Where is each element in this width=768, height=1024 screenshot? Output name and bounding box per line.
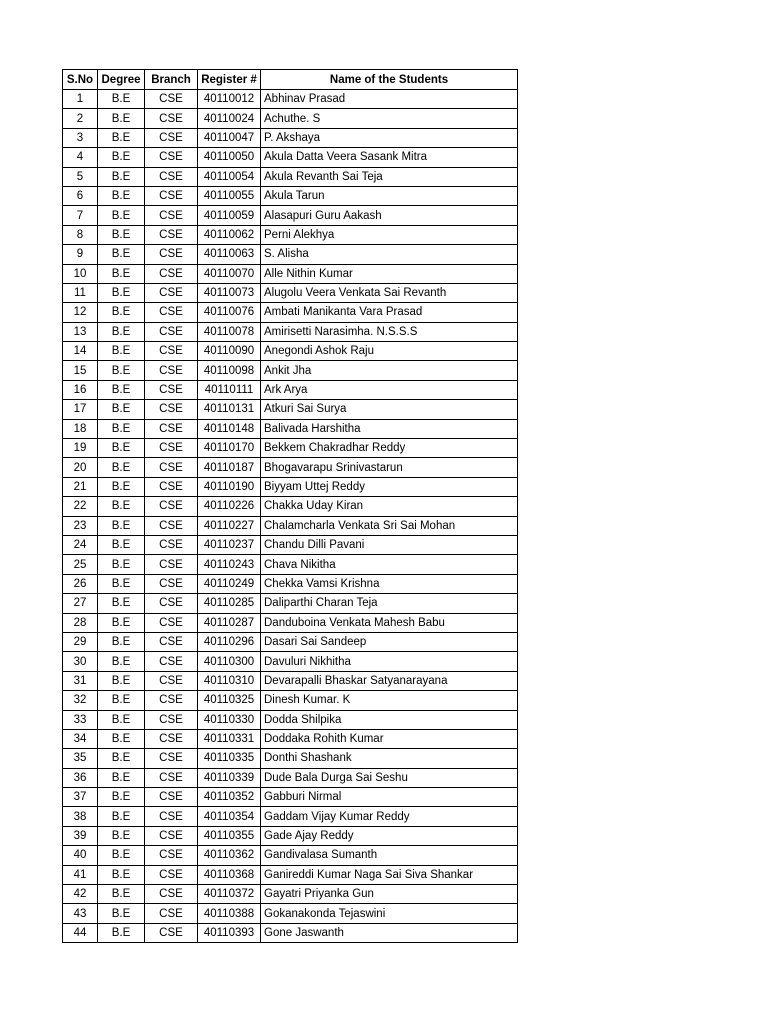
cell-register: 40110012 — [198, 90, 261, 109]
cell-branch: CSE — [145, 342, 198, 361]
cell-branch: CSE — [145, 186, 198, 205]
cell-branch: CSE — [145, 303, 198, 322]
student-list-table — [62, 69, 518, 943]
cell-branch: CSE — [145, 477, 198, 496]
table-row — [63, 128, 518, 147]
cell-name: Akula Datta Veera Sasank Mitra — [261, 148, 518, 167]
cell-sno: 3 — [63, 128, 98, 147]
table-row — [63, 768, 518, 787]
cell-branch: CSE — [145, 128, 198, 147]
cell-degree: B.E — [98, 400, 145, 419]
header-name: Name of the Students — [261, 70, 518, 90]
cell-register: 40110078 — [198, 322, 261, 341]
cell-sno: 20 — [63, 458, 98, 477]
cell-register: 40110243 — [198, 555, 261, 574]
cell-branch: CSE — [145, 729, 198, 748]
cell-register: 40110331 — [198, 729, 261, 748]
cell-register: 40110287 — [198, 613, 261, 632]
table-row — [63, 671, 518, 690]
table-row — [63, 361, 518, 380]
cell-name: Akula Tarun — [261, 186, 518, 205]
cell-name: Alugolu Veera Venkata Sai Revanth — [261, 283, 518, 302]
cell-sno: 27 — [63, 594, 98, 613]
cell-name: Gandivalasa Sumanth — [261, 846, 518, 865]
cell-sno: 43 — [63, 904, 98, 923]
cell-degree: B.E — [98, 90, 145, 109]
cell-degree: B.E — [98, 788, 145, 807]
cell-degree: B.E — [98, 380, 145, 399]
cell-sno: 33 — [63, 710, 98, 729]
cell-name: Chekka Vamsi Krishna — [261, 574, 518, 593]
cell-register: 40110372 — [198, 885, 261, 904]
cell-register: 40110335 — [198, 749, 261, 768]
cell-register: 40110062 — [198, 225, 261, 244]
cell-sno: 18 — [63, 419, 98, 438]
header-register: Register # — [198, 70, 261, 90]
cell-sno: 19 — [63, 439, 98, 458]
cell-register: 40110070 — [198, 264, 261, 283]
table-row — [63, 148, 518, 167]
cell-branch: CSE — [145, 749, 198, 768]
cell-name: Doddaka Rohith Kumar — [261, 729, 518, 748]
cell-sno: 21 — [63, 477, 98, 496]
table-row — [63, 477, 518, 496]
cell-sno: 6 — [63, 186, 98, 205]
cell-branch: CSE — [145, 458, 198, 477]
cell-branch: CSE — [145, 632, 198, 651]
cell-degree: B.E — [98, 671, 145, 690]
table-row — [63, 186, 518, 205]
cell-degree: B.E — [98, 283, 145, 302]
cell-degree: B.E — [98, 186, 145, 205]
cell-branch: CSE — [145, 691, 198, 710]
table-row — [63, 865, 518, 884]
cell-register: 40110352 — [198, 788, 261, 807]
cell-name: Amirisetti Narasimha. N.S.S.S — [261, 322, 518, 341]
table-row — [63, 826, 518, 845]
cell-register: 40110073 — [198, 283, 261, 302]
cell-sno: 24 — [63, 535, 98, 554]
cell-degree: B.E — [98, 768, 145, 787]
cell-degree: B.E — [98, 574, 145, 593]
cell-name: Atkuri Sai Surya — [261, 400, 518, 419]
cell-degree: B.E — [98, 807, 145, 826]
cell-sno: 15 — [63, 361, 98, 380]
cell-sno: 35 — [63, 749, 98, 768]
cell-branch: CSE — [145, 245, 198, 264]
cell-register: 40110249 — [198, 574, 261, 593]
table-row — [63, 109, 518, 128]
cell-name: Perni Alekhya — [261, 225, 518, 244]
cell-degree: B.E — [98, 594, 145, 613]
cell-branch: CSE — [145, 846, 198, 865]
cell-branch: CSE — [145, 400, 198, 419]
table-row — [63, 613, 518, 632]
cell-name: Gaddam Vijay Kumar Reddy — [261, 807, 518, 826]
cell-sno: 34 — [63, 729, 98, 748]
cell-degree: B.E — [98, 691, 145, 710]
cell-name: Akula Revanth Sai Teja — [261, 167, 518, 186]
cell-register: 40110063 — [198, 245, 261, 264]
cell-sno: 22 — [63, 497, 98, 516]
cell-name: Bhogavarapu Srinivastarun — [261, 458, 518, 477]
cell-sno: 1 — [63, 90, 98, 109]
cell-sno: 38 — [63, 807, 98, 826]
cell-sno: 16 — [63, 380, 98, 399]
cell-sno: 29 — [63, 632, 98, 651]
table-row — [63, 206, 518, 225]
cell-branch: CSE — [145, 923, 198, 942]
table-row — [63, 90, 518, 109]
cell-register: 40110339 — [198, 768, 261, 787]
table-row — [63, 710, 518, 729]
cell-branch: CSE — [145, 322, 198, 341]
table-row — [63, 283, 518, 302]
table-row — [63, 400, 518, 419]
cell-register: 40110076 — [198, 303, 261, 322]
table-row — [63, 885, 518, 904]
cell-sno: 44 — [63, 923, 98, 942]
cell-degree: B.E — [98, 264, 145, 283]
cell-name: Ganireddi Kumar Naga Sai Siva Shankar — [261, 865, 518, 884]
cell-degree: B.E — [98, 477, 145, 496]
cell-register: 40110170 — [198, 439, 261, 458]
cell-register: 40110296 — [198, 632, 261, 651]
cell-degree: B.E — [98, 516, 145, 535]
table-row — [63, 516, 518, 535]
cell-name: Ankit Jha — [261, 361, 518, 380]
cell-name: Gayatri Priyanka Gun — [261, 885, 518, 904]
cell-degree: B.E — [98, 322, 145, 341]
cell-register: 40110050 — [198, 148, 261, 167]
header-sno: S.No — [63, 70, 98, 90]
cell-branch: CSE — [145, 788, 198, 807]
cell-branch: CSE — [145, 283, 198, 302]
cell-sno: 17 — [63, 400, 98, 419]
cell-name: Donthi Shashank — [261, 749, 518, 768]
cell-name: Danduboina Venkata Mahesh Babu — [261, 613, 518, 632]
cell-branch: CSE — [145, 264, 198, 283]
cell-sno: 36 — [63, 768, 98, 787]
cell-register: 40110355 — [198, 826, 261, 845]
cell-branch: CSE — [145, 574, 198, 593]
cell-branch: CSE — [145, 361, 198, 380]
cell-register: 40110190 — [198, 477, 261, 496]
table-row — [63, 497, 518, 516]
cell-branch: CSE — [145, 710, 198, 729]
table-row — [63, 225, 518, 244]
cell-sno: 13 — [63, 322, 98, 341]
cell-name: Gade Ajay Reddy — [261, 826, 518, 845]
cell-degree: B.E — [98, 439, 145, 458]
table-row — [63, 419, 518, 438]
cell-sno: 23 — [63, 516, 98, 535]
cell-degree: B.E — [98, 885, 145, 904]
cell-sno: 14 — [63, 342, 98, 361]
cell-register: 40110354 — [198, 807, 261, 826]
cell-register: 40110393 — [198, 923, 261, 942]
cell-degree: B.E — [98, 148, 145, 167]
cell-register: 40110024 — [198, 109, 261, 128]
cell-sno: 41 — [63, 865, 98, 884]
cell-sno: 40 — [63, 846, 98, 865]
cell-branch: CSE — [145, 904, 198, 923]
cell-degree: B.E — [98, 419, 145, 438]
table-row — [63, 264, 518, 283]
cell-degree: B.E — [98, 303, 145, 322]
cell-branch: CSE — [145, 225, 198, 244]
cell-degree: B.E — [98, 865, 145, 884]
cell-branch: CSE — [145, 555, 198, 574]
cell-branch: CSE — [145, 768, 198, 787]
cell-register: 40110059 — [198, 206, 261, 225]
cell-sno: 10 — [63, 264, 98, 283]
cell-sno: 8 — [63, 225, 98, 244]
table-row — [63, 439, 518, 458]
cell-degree: B.E — [98, 555, 145, 574]
cell-degree: B.E — [98, 167, 145, 186]
table-row — [63, 574, 518, 593]
cell-register: 40110090 — [198, 342, 261, 361]
cell-branch: CSE — [145, 865, 198, 884]
cell-register: 40110131 — [198, 400, 261, 419]
cell-sno: 42 — [63, 885, 98, 904]
cell-name: P. Akshaya — [261, 128, 518, 147]
cell-branch: CSE — [145, 671, 198, 690]
cell-degree: B.E — [98, 729, 145, 748]
cell-sno: 37 — [63, 788, 98, 807]
cell-register: 40110226 — [198, 497, 261, 516]
cell-branch: CSE — [145, 885, 198, 904]
cell-degree: B.E — [98, 846, 145, 865]
table-row — [63, 322, 518, 341]
cell-register: 40110227 — [198, 516, 261, 535]
table-row — [63, 904, 518, 923]
table-row — [63, 846, 518, 865]
header-degree: Degree — [98, 70, 145, 90]
cell-name: Abhinav Prasad — [261, 90, 518, 109]
cell-degree: B.E — [98, 749, 145, 768]
cell-degree: B.E — [98, 361, 145, 380]
cell-register: 40110111 — [198, 380, 261, 399]
cell-name: Alle Nithin Kumar — [261, 264, 518, 283]
cell-name: Dinesh Kumar. K — [261, 691, 518, 710]
cell-sno: 31 — [63, 671, 98, 690]
header-row — [63, 70, 518, 90]
cell-name: Dodda Shilpika — [261, 710, 518, 729]
table-row — [63, 594, 518, 613]
table-row — [63, 691, 518, 710]
header-branch: Branch — [145, 70, 198, 90]
cell-sno: 2 — [63, 109, 98, 128]
cell-name: Anegondi Ashok Raju — [261, 342, 518, 361]
cell-name: Gabburi Nirmal — [261, 788, 518, 807]
cell-name: Chava Nikitha — [261, 555, 518, 574]
cell-sno: 12 — [63, 303, 98, 322]
cell-branch: CSE — [145, 419, 198, 438]
cell-name: Chalamcharla Venkata Sri Sai Mohan — [261, 516, 518, 535]
cell-degree: B.E — [98, 632, 145, 651]
cell-degree: B.E — [98, 128, 145, 147]
cell-name: Achuthe. S — [261, 109, 518, 128]
cell-register: 40110388 — [198, 904, 261, 923]
cell-branch: CSE — [145, 206, 198, 225]
cell-name: Devarapalli Bhaskar Satyanarayana — [261, 671, 518, 690]
cell-register: 40110325 — [198, 691, 261, 710]
cell-degree: B.E — [98, 109, 145, 128]
cell-degree: B.E — [98, 826, 145, 845]
cell-name: Davuluri Nikhitha — [261, 652, 518, 671]
cell-name: Dasari Sai Sandeep — [261, 632, 518, 651]
cell-degree: B.E — [98, 652, 145, 671]
cell-degree: B.E — [98, 225, 145, 244]
cell-degree: B.E — [98, 245, 145, 264]
cell-degree: B.E — [98, 206, 145, 225]
cell-name: Gone Jaswanth — [261, 923, 518, 942]
cell-name: Bekkem Chakradhar Reddy — [261, 439, 518, 458]
cell-branch: CSE — [145, 652, 198, 671]
table-row — [63, 923, 518, 942]
cell-sno: 39 — [63, 826, 98, 845]
cell-sno: 30 — [63, 652, 98, 671]
cell-name: Chandu Dilli Pavani — [261, 535, 518, 554]
cell-name: Daliparthi Charan Teja — [261, 594, 518, 613]
cell-branch: CSE — [145, 167, 198, 186]
table-row — [63, 245, 518, 264]
cell-branch: CSE — [145, 535, 198, 554]
cell-name: Biyyam Uttej Reddy — [261, 477, 518, 496]
table-body — [63, 90, 518, 943]
cell-register: 40110368 — [198, 865, 261, 884]
cell-name: Alasapuri Guru Aakash — [261, 206, 518, 225]
cell-degree: B.E — [98, 904, 145, 923]
cell-degree: B.E — [98, 710, 145, 729]
cell-register: 40110285 — [198, 594, 261, 613]
table-row — [63, 807, 518, 826]
cell-register: 40110187 — [198, 458, 261, 477]
cell-branch: CSE — [145, 594, 198, 613]
cell-sno: 11 — [63, 283, 98, 302]
cell-sno: 25 — [63, 555, 98, 574]
table-row — [63, 652, 518, 671]
cell-register: 40110148 — [198, 419, 261, 438]
cell-degree: B.E — [98, 535, 145, 554]
cell-sno: 4 — [63, 148, 98, 167]
cell-sno: 5 — [63, 167, 98, 186]
cell-branch: CSE — [145, 516, 198, 535]
table-row — [63, 535, 518, 554]
table-row — [63, 729, 518, 748]
table-row — [63, 749, 518, 768]
cell-degree: B.E — [98, 613, 145, 632]
table-row — [63, 788, 518, 807]
table-row — [63, 458, 518, 477]
cell-register: 40110055 — [198, 186, 261, 205]
cell-name: Balivada Harshitha — [261, 419, 518, 438]
cell-sno: 7 — [63, 206, 98, 225]
cell-name: Dude Bala Durga Sai Seshu — [261, 768, 518, 787]
cell-branch: CSE — [145, 380, 198, 399]
cell-name: Gokanakonda Tejaswini — [261, 904, 518, 923]
cell-branch: CSE — [145, 90, 198, 109]
cell-branch: CSE — [145, 807, 198, 826]
cell-sno: 32 — [63, 691, 98, 710]
cell-name: S. Alisha — [261, 245, 518, 264]
cell-register: 40110300 — [198, 652, 261, 671]
table-row — [63, 380, 518, 399]
cell-name: Ambati Manikanta Vara Prasad — [261, 303, 518, 322]
cell-sno: 9 — [63, 245, 98, 264]
cell-register: 40110330 — [198, 710, 261, 729]
cell-degree: B.E — [98, 497, 145, 516]
cell-branch: CSE — [145, 439, 198, 458]
cell-branch: CSE — [145, 497, 198, 516]
table-row — [63, 342, 518, 361]
table-row — [63, 167, 518, 186]
cell-degree: B.E — [98, 458, 145, 477]
cell-name: Ark Arya — [261, 380, 518, 399]
cell-register: 40110047 — [198, 128, 261, 147]
cell-degree: B.E — [98, 342, 145, 361]
cell-branch: CSE — [145, 109, 198, 128]
cell-branch: CSE — [145, 826, 198, 845]
cell-sno: 28 — [63, 613, 98, 632]
table-row — [63, 555, 518, 574]
cell-register: 40110098 — [198, 361, 261, 380]
cell-degree: B.E — [98, 923, 145, 942]
cell-register: 40110237 — [198, 535, 261, 554]
cell-branch: CSE — [145, 613, 198, 632]
cell-name: Chakka Uday Kiran — [261, 497, 518, 516]
table-row — [63, 632, 518, 651]
cell-sno: 26 — [63, 574, 98, 593]
cell-register: 40110054 — [198, 167, 261, 186]
table-row — [63, 303, 518, 322]
cell-register: 40110310 — [198, 671, 261, 690]
cell-branch: CSE — [145, 148, 198, 167]
cell-register: 40110362 — [198, 846, 261, 865]
